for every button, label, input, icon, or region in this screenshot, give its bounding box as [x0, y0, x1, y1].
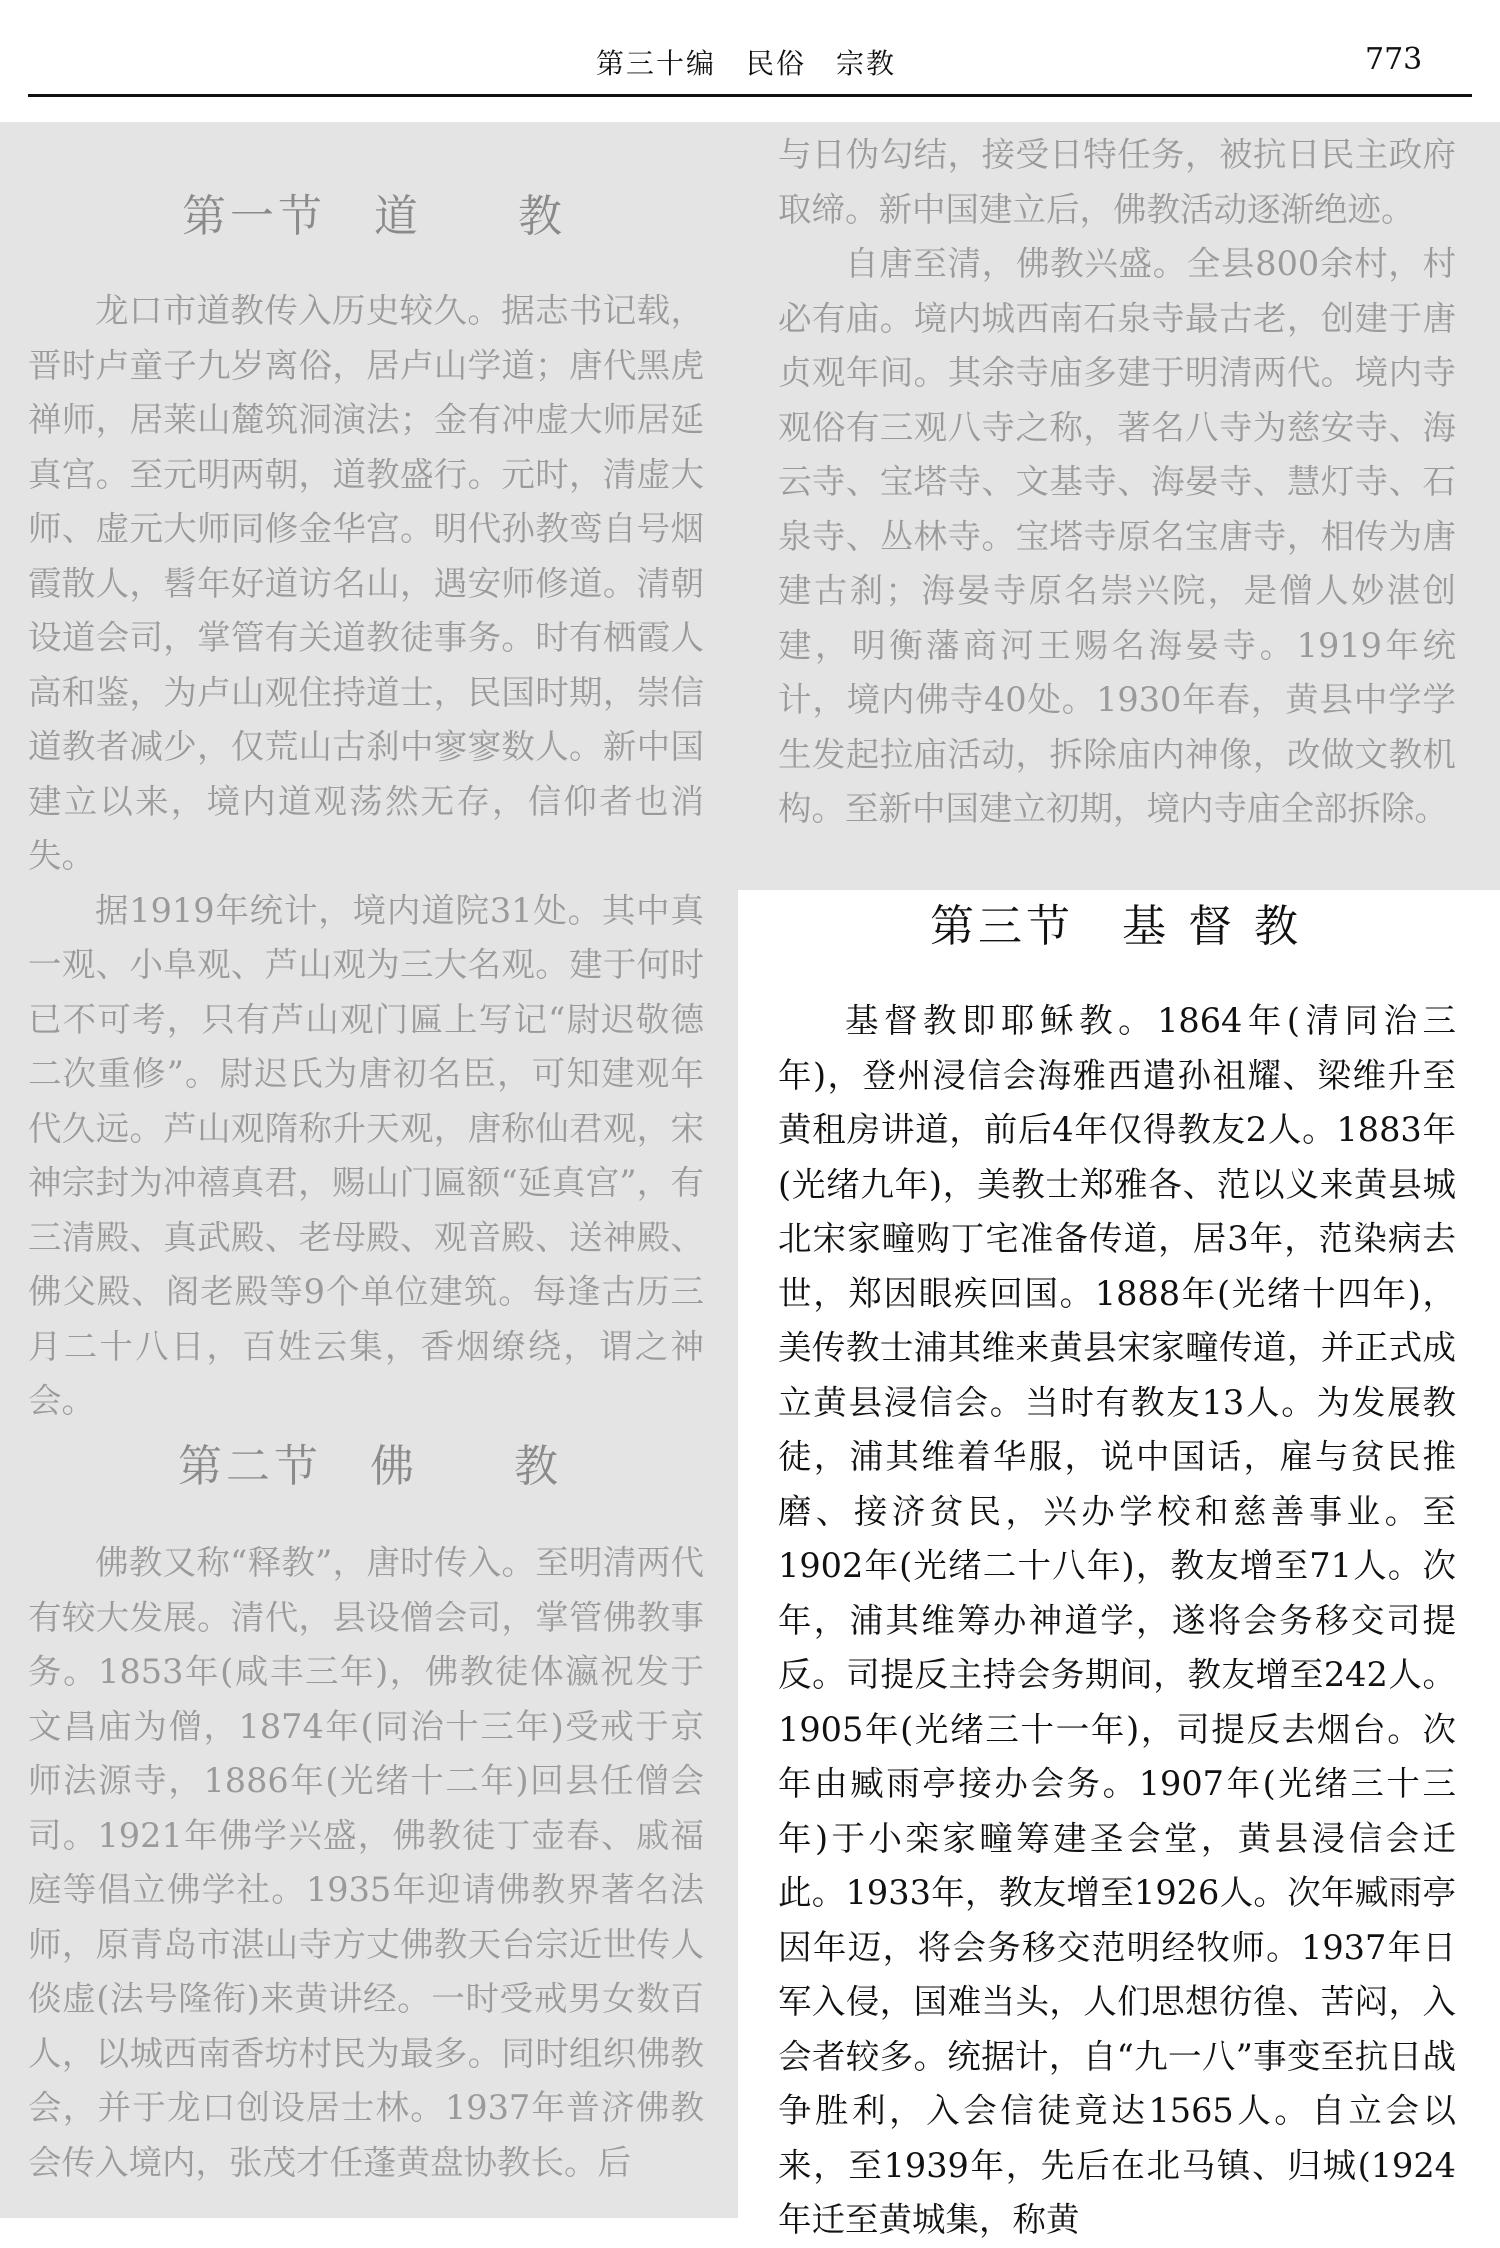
- daoism-body: [28, 284, 704, 1429]
- header-rule: [28, 94, 1472, 97]
- buddhism-continued: [778, 128, 1456, 837]
- paragraph: 佛教又称“释教”，唐时传入。至明清两代有较大发展。清代，县设僧会司，掌管佛教事务。1853年(咸丰三年)，佛教徒体瀛祝发于文昌庙为僧，1874年(同治十三年)受戒于京师法源寺，1886年(光绪十二年)回县任僧会司。1921年佛学兴盛，佛教徒丁壶春、戚福庭等倡立佛学社。1935年迎请佛教界著名法师，原青岛市湛山寺方丈佛教天台宗近世传人倓虚(法号隆衔)来黄讲经。一时受戒男女数百人，以城西南香坊村民为最多。同时组织佛教会，并于龙口创设居士林。1937年普济佛教会传入境内，张茂才任蓬黄盘协教长。后: [28, 1543, 704, 2182]
- paragraph: 基督教即耶稣教。1864年(清同治三年)，登州浸信会海雅西遣孙祖耀、梁维升至黄租房讲道，前后4年仅得教友2人。1883年(光绪九年)，美教士郑雅各、范以义来黄县城北宋家疃购丁宅准备传道，居3年，范染病去世，郑因眼疾回国。1888年(光绪十四年)，美传教士浦其维来黄县宋家疃传道，并正式成立黄县浸信会。当时有教友13人。为发展教徒，浦其维着华服，说中国话，雇与贫民推磨、接济贫民，兴办学校和慈善事业。至1902年(光绪二十八年)，教友增至71人。次年，浦其维筹办神道学，遂将会务移交司提反。司提反主持会务期间，教友增至242人。1905年(光绪三十一年)，司提反去烟台。次年由臧雨亭接办会务。1907年(光绪三十三年)于小栾家疃筹建圣会堂，黄县浸信会迁此。1933年，教友增至1926人。次年臧雨亭因年迈，将会务移交范明经牧师。1937年日军入侵，国难当头，人们思想彷徨、苦闷，入会者较多。统据计，自“九一八”事变至抗日战争胜利，入会信徒竟达1565人。自立会以来，至1939年，先后在北马镇、归城(1924年迁至黄城集，称黄: [778, 1001, 1456, 2239]
- page-number: 773: [1365, 42, 1423, 77]
- paragraph: 据1919年统计，境内道院31处。其中真一观、小阜观、芦山观为三大名观。建于何时已不可考，只有芦山观门匾上写记“尉迟敬德二次重修”。尉迟氏为唐初名臣，可知建观年代久远。芦山观隋称升天观，唐称仙君观，宋神宗封为冲禧真君，赐山门匾额“延真宫”，有三清殿、真武殿、老母殿、观音殿、送神殿、佛父殿、阁老殿等9个单位建筑。每逢古历三月二十八日，百姓云集，香烟缭绕，谓之神会。: [28, 890, 704, 1420]
- section-heading-christianity: 第三节 基 督 教: [930, 901, 1302, 952]
- section-heading-daoism: 第一节 道 教: [182, 191, 566, 242]
- christianity-body: [778, 994, 1456, 2248]
- buddhism-body: [28, 1536, 704, 2190]
- page-header: [0, 0, 1500, 96]
- paragraph: 自唐至清，佛教兴盛。全县800余村，村必有庙。境内城西南石泉寺最古老，创建于唐贞观年间。其余寺庙多建于明清两代。境内寺观俗有三观八寺之称，著名八寺为慈安寺、海云寺、宝塔寺、文基寺、海晏寺、慧灯寺、石泉寺、丛林寺。宝塔寺原名宝唐寺，相传为唐建古刹；海晏寺原名崇兴院，是僧人妙湛创建，明衡藩商河王赐名海晏寺。1919年统计，境内佛寺40处。1930年春，黄县中学学生发起拉庙活动，拆除庙内神像，改做文教机构。至新中国建立初期，境内寺庙全部拆除。: [778, 244, 1456, 828]
- paragraph-continuation: 与日伪勾结，接受日特任务，被抗日民主政府取缔。新中国建立后，佛教活动逐渐绝迹。: [778, 135, 1456, 229]
- running-title: 第三十编 民俗 宗教: [596, 47, 897, 80]
- section-heading-buddhism: 第二节 佛 教: [178, 1441, 562, 1492]
- paragraph: 龙口市道教传入历史较久。据志书记载，晋时卢童子九岁离俗，居卢山学道；唐代黑虎禅师，居莱山麓筑洞演法；金有冲虚大师居延真宫。至元明两朝，道教盛行。元时，清虚大师、虚元大师同修金华宫。明代孙教鸾自号烟霞散人，髫年好道访名山，遇安师修道。清朝设道会司，掌管有关道教徒事务。时有栖霞人高和鉴，为卢山观住持道士，民国时期，崇信道教者减少，仅荒山古刹中寥寥数人。新中国建立以来，境内道观荡然无存，信仰者也消失。: [28, 291, 704, 875]
